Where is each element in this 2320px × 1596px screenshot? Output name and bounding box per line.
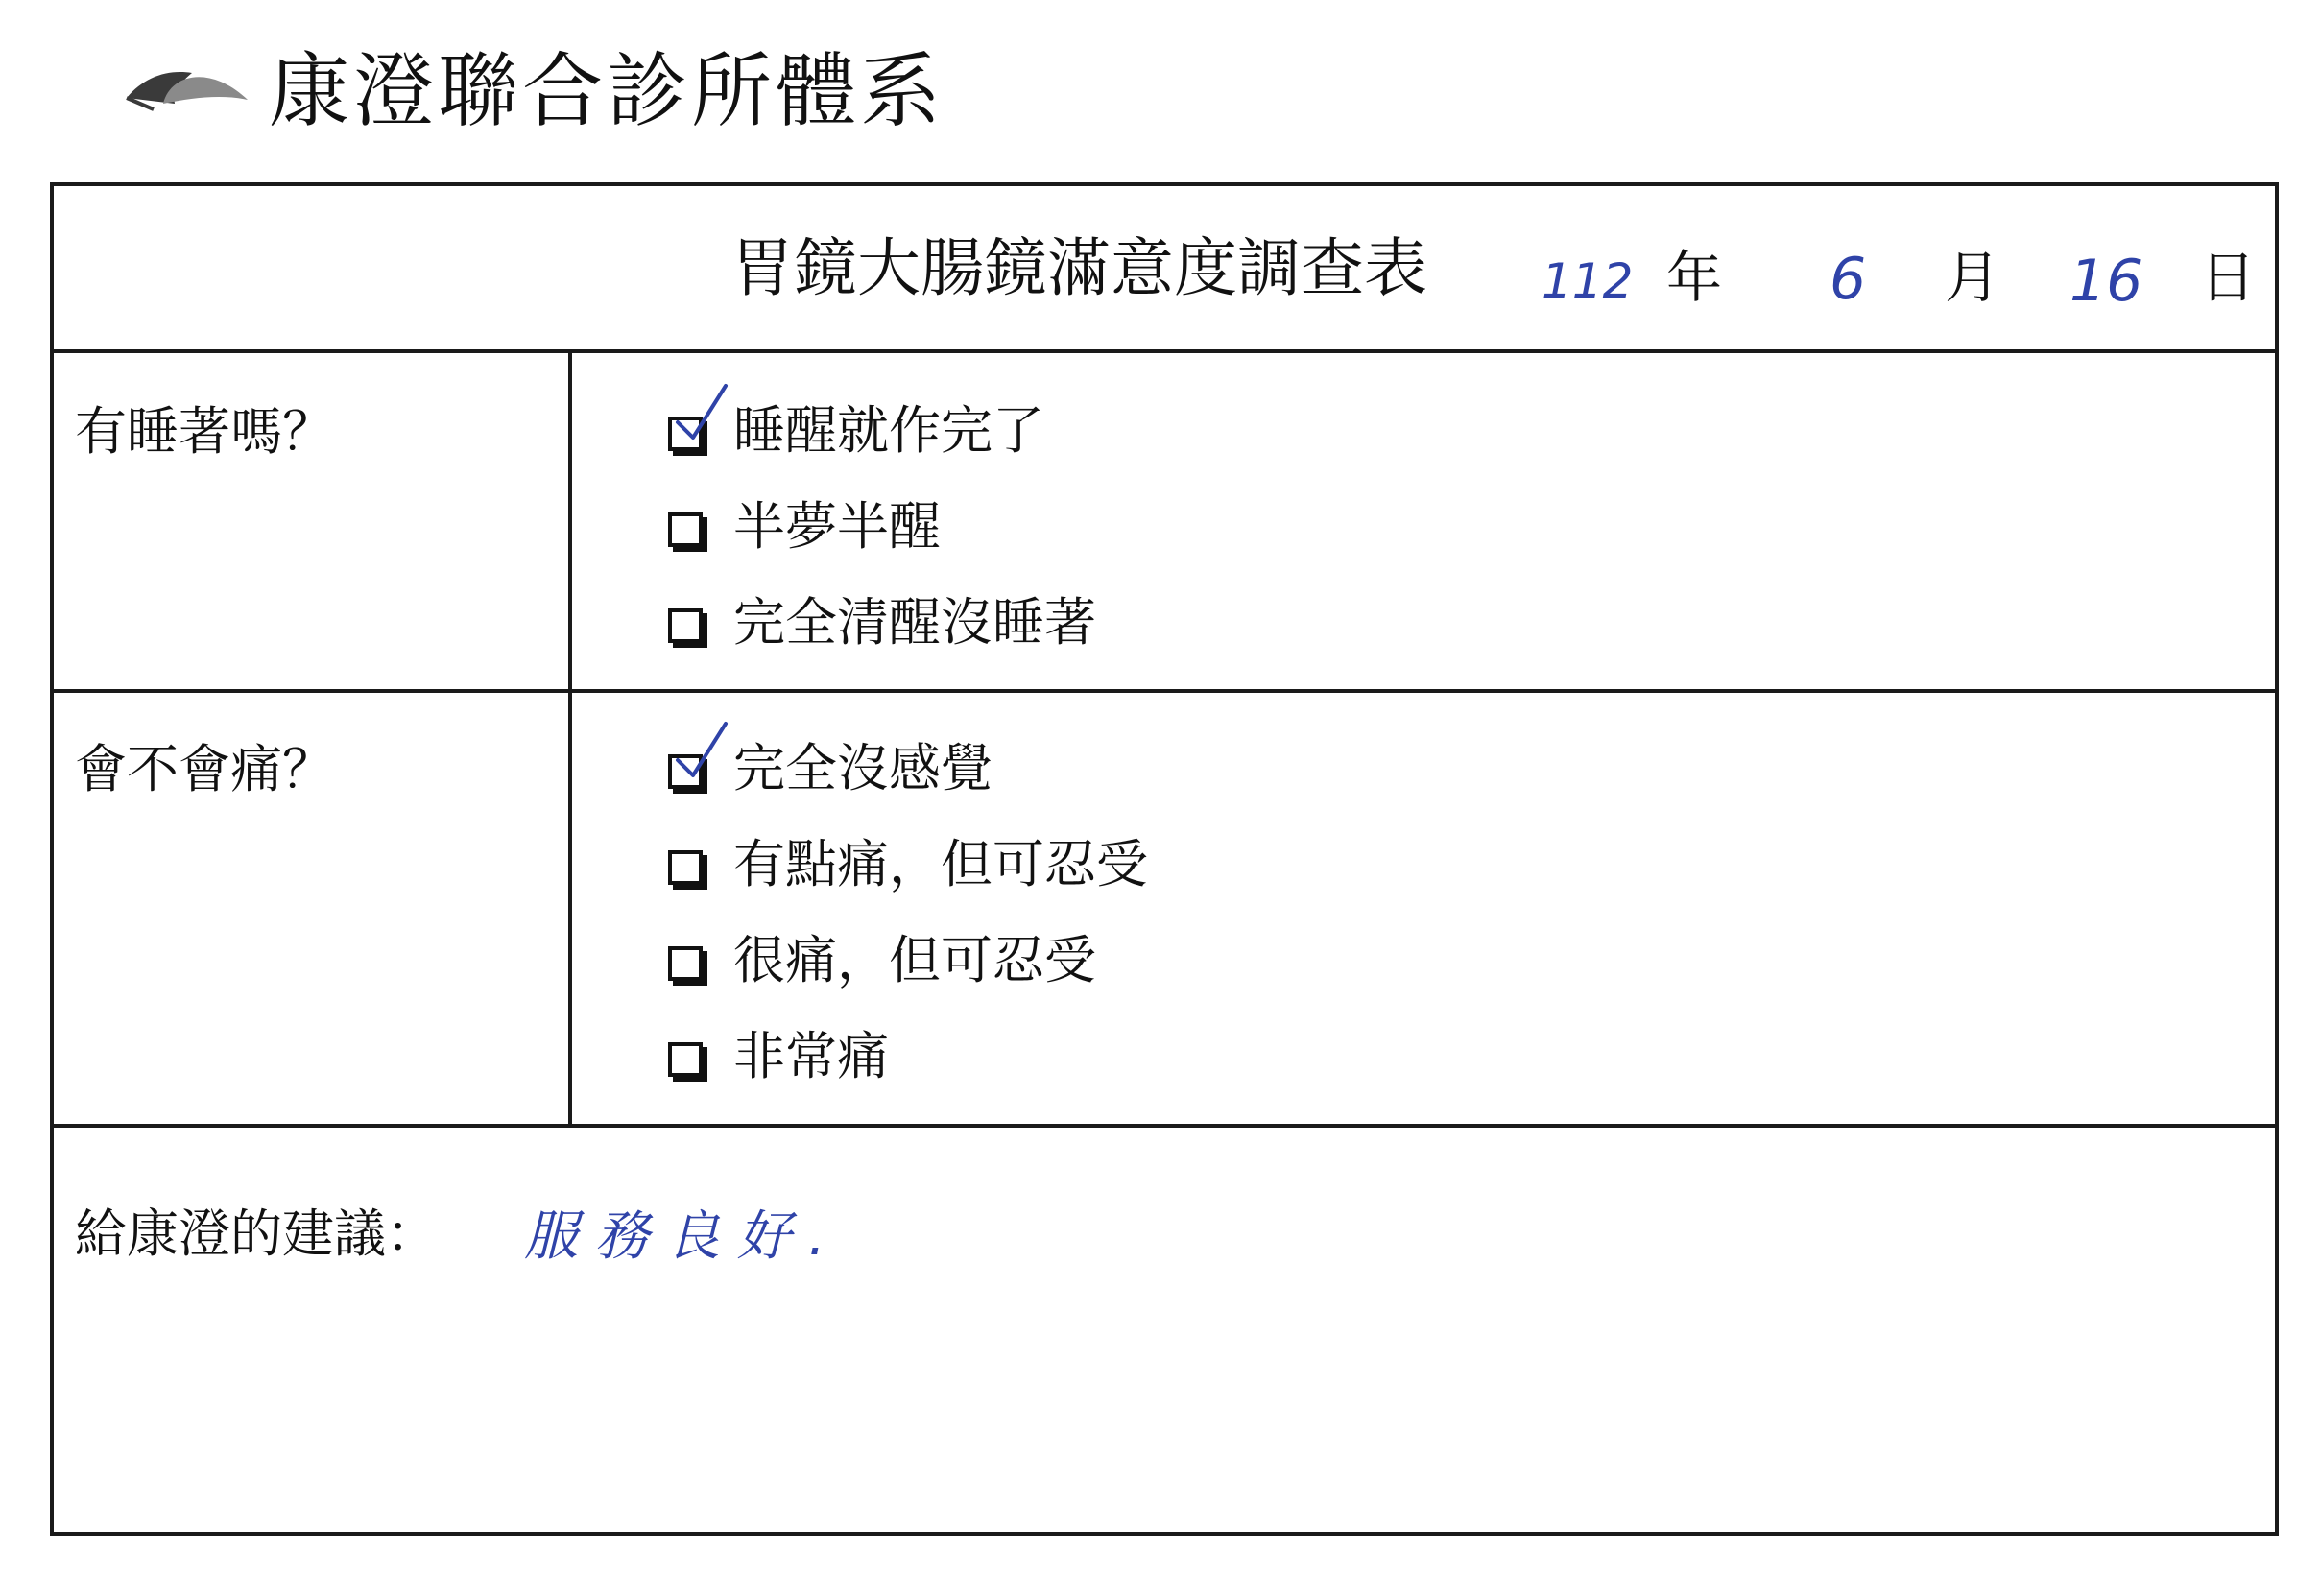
checkbox[interactable] [668,850,703,885]
option-label: 很痛，但可忍受 [733,930,1096,990]
checkbox[interactable] [668,512,703,547]
question-pain-label: 會不會痛？ [75,739,334,799]
leaf-logo-icon [125,60,250,117]
row-divider [54,1124,2275,1128]
option-label: 有點痛，但可忍受 [733,834,1148,894]
suggestion-label: 給康澄的建議： [75,1203,438,1264]
survey-form [50,182,2279,1536]
date-year-value: 112 [1542,253,1634,309]
checkbox[interactable] [668,946,703,981]
option-label: 半夢半醒 [733,496,941,557]
option-label: 完全沒感覺 [733,738,993,798]
row-divider [54,689,2275,693]
brand-header [125,38,989,144]
form-title: 胃鏡大腸鏡滿意度調查表 [730,231,1427,305]
option-label: 非常痛 [733,1026,889,1086]
form-date [1542,244,2257,321]
date-day-unit: 日 [2200,245,2257,310]
date-day-value: 16 [2069,248,2143,315]
check-mark-icon [674,382,731,449]
option-label: 睡醒就作完了 [733,400,1044,461]
check-mark-icon [674,720,731,787]
checkbox[interactable] [668,608,703,643]
date-month-unit: 月 [1945,245,2001,310]
row-divider [54,349,2275,353]
date-year-unit: 年 [1666,245,1723,310]
checkbox[interactable] [668,1042,703,1077]
date-month-value: 6 [1830,246,1867,313]
suggestion-text[interactable]: 服務良好. [524,1205,843,1268]
brand-name: 康澄聯合診所體系 [269,44,945,138]
question-sleep-label: 有睡著嗎？ [75,401,334,462]
option-label: 完全清醒沒睡著 [733,592,1096,653]
column-divider [568,349,572,1124]
